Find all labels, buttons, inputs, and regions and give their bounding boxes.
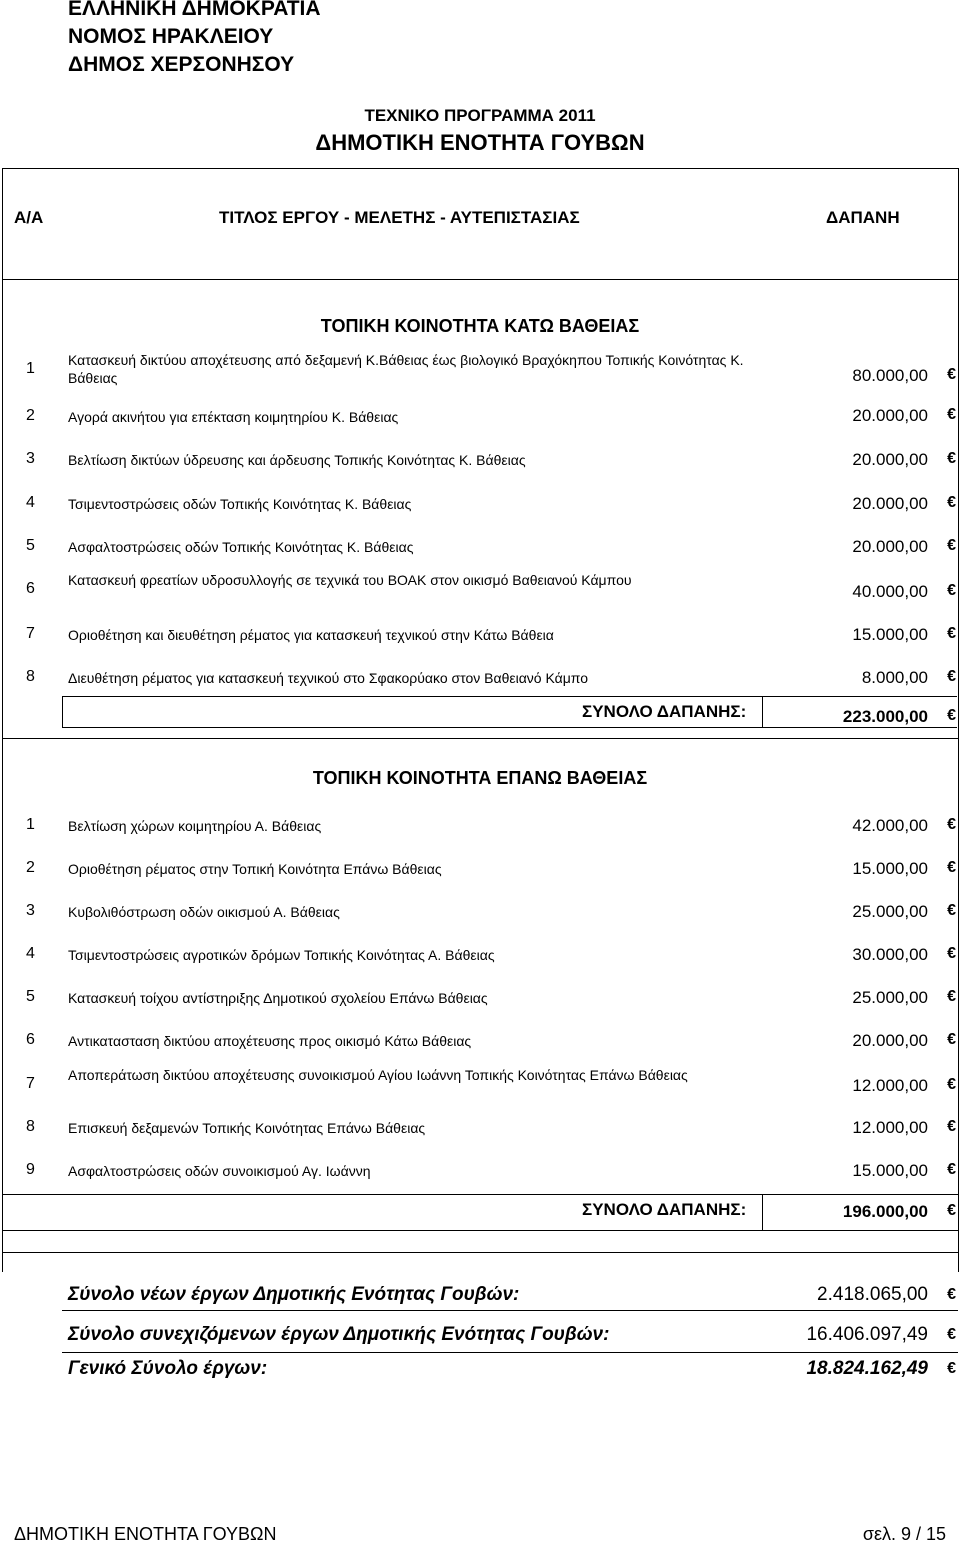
row-description: Οριοθέτηση και διευθέτηση ρέματος για κατασκευή τεχνικού στην Κάτω Βάθεια xyxy=(68,627,554,643)
total-box-bottom xyxy=(2,1230,958,1231)
row-number: 2 xyxy=(26,859,35,876)
euro-icon: € xyxy=(947,494,956,511)
column-cost: ΔΑΠΑΝΗ xyxy=(826,208,900,227)
summary-divider xyxy=(62,1352,958,1353)
row-description: Κατασκευή δικτύου αποχέτευσης από δεξαμενή Κ.Βάθειας έως βιολογικό Βραχόκηπου Τοπικής Κοινότητας Κ. Βάθειας xyxy=(68,352,744,386)
summary-grand-amount: 18.824.162,49 xyxy=(806,1358,928,1379)
row-number: 6 xyxy=(26,580,35,597)
row-description: Κατασκευή φρεατίων υδροσυλλογής σε τεχνικά του ΒΟΑΚ στον οικισμό Βαθειανού Κάμπου xyxy=(68,572,632,588)
row-amount: 8.000,00 xyxy=(861,668,928,687)
euro-icon: € xyxy=(947,1076,956,1093)
row-description: Αγορά ακινήτου για επέκταση κοιμητηρίου Κ. Βάθειας xyxy=(68,409,399,425)
row-number: 3 xyxy=(26,902,35,919)
row-description: Κατασκευή τοίχου αντίστηριξης Δημοτικού σχολείου Επάνω Βάθειας xyxy=(68,990,488,1006)
euro-icon: € xyxy=(947,537,956,554)
section-divider xyxy=(2,738,958,739)
total-box-top xyxy=(62,696,957,697)
row-description: Τσιμεντοστρώσεις οδών Τοπικής Κοινότητας Κ. Βάθειας xyxy=(68,496,412,512)
row-description: Ασφαλτοστρώσεις οδών συνοικισμού Αγ. Ιωάννη xyxy=(68,1163,371,1179)
row-amount: 15.000,00 xyxy=(852,1161,928,1180)
euro-icon: € xyxy=(947,668,956,685)
footer-page-number: σελ. 9 / 15 xyxy=(862,1524,946,1544)
total-amount: 223.000,00 xyxy=(842,707,928,726)
row-number: 6 xyxy=(26,1031,35,1048)
euro-icon: € xyxy=(947,859,956,876)
summary-new-amount: 2.418.065,00 xyxy=(817,1284,928,1305)
table-edge xyxy=(2,1252,3,1272)
euro-icon: € xyxy=(947,1326,956,1343)
euro-icon: € xyxy=(947,945,956,962)
row-amount: 12.000,00 xyxy=(852,1118,928,1137)
row-description: Επισκευή δεξαμενών Τοπικής Κοινότητας Επάνω Βάθειας xyxy=(68,1120,426,1136)
header-municipality: ΔΗΜΟΣ ΧΕΡΣΟΝΗΣΟΥ xyxy=(68,53,295,76)
euro-icon: € xyxy=(947,1360,956,1377)
euro-icon: € xyxy=(947,1031,956,1048)
row-number: 1 xyxy=(26,816,35,833)
euro-icon: € xyxy=(947,1286,956,1303)
total-box-bottom xyxy=(62,727,957,728)
row-amount: 12.000,00 xyxy=(852,1076,928,1095)
total-label: ΣΥΝΟΛΟ ΔΑΠΑΝΗΣ: xyxy=(582,1200,747,1219)
row-number: 8 xyxy=(26,668,35,685)
header-divider xyxy=(2,279,958,280)
total-amount: 196.000,00 xyxy=(842,1202,928,1221)
row-amount: 20.000,00 xyxy=(852,537,928,556)
row-description: Διευθέτηση ρέματος για κατασκευή τεχνικού στο Σφακορύακο στον Βαθειανό Κάμπο xyxy=(68,670,589,686)
euro-icon: € xyxy=(947,816,956,833)
row-amount: 25.000,00 xyxy=(852,902,928,921)
euro-icon: € xyxy=(947,366,956,383)
row-amount: 30.000,00 xyxy=(852,945,928,964)
row-number: 4 xyxy=(26,945,35,962)
row-amount: 20.000,00 xyxy=(852,406,928,425)
total-box-mid xyxy=(762,696,763,728)
program-title: ΤΕΧΝΙΚΟ ΠΡΟΓΡΑΜΜΑ 2011 xyxy=(364,106,596,125)
euro-icon: € xyxy=(947,582,956,599)
total-box-left xyxy=(62,696,63,728)
row-description: Τσιμεντοστρώσεις αγροτικών δρόμων Τοπικής Κοινότητας Α. Βάθειας xyxy=(68,947,495,963)
row-amount: 15.000,00 xyxy=(852,625,928,644)
summary-grand-label: Γενικό Σύνολο έργων: xyxy=(68,1358,268,1379)
row-amount: 40.000,00 xyxy=(852,582,928,601)
column-aa: Α/Α xyxy=(14,208,44,227)
row-description: Αντικατασταση δικτύου αποχέτευσης προς οικισμό Κάτω Βάθειας xyxy=(68,1033,472,1049)
row-amount: 15.000,00 xyxy=(852,859,928,878)
row-description: Ασφαλτοστρώσεις οδών Τοπικής Κοινότητας Κ. Βάθειας xyxy=(68,539,414,555)
row-amount: 20.000,00 xyxy=(852,494,928,513)
row-number: 1 xyxy=(26,360,35,377)
section-title: ΤΟΠΙΚΗ ΚΟΙΝΟΤΗΤΑ ΕΠΑΝΩ ΒΑΘΕΙΑΣ xyxy=(312,768,648,788)
section-title: ΤΟΠΙΚΗ ΚΟΙΝΟΤΗΤΑ ΚΑΤΩ ΒΑΘΕΙΑΣ xyxy=(320,316,640,336)
row-amount: 80.000,00 xyxy=(852,366,928,385)
euro-icon: € xyxy=(947,625,956,642)
row-number: 4 xyxy=(26,494,35,511)
euro-icon: € xyxy=(947,450,956,467)
euro-icon: € xyxy=(947,988,956,1005)
euro-icon: € xyxy=(947,1161,956,1178)
row-amount: 25.000,00 xyxy=(852,988,928,1007)
row-number: 3 xyxy=(26,450,35,467)
row-description: Βελτίωση χώρων κοιμητηρίου Α. Βάθειας xyxy=(68,818,322,834)
row-amount: 42.000,00 xyxy=(852,816,928,835)
row-description: Κυβολιθόστρωση οδών οικισμού Α. Βάθειας xyxy=(68,904,340,920)
euro-icon: € xyxy=(947,1118,956,1135)
row-description: Βελτίωση δικτύων ύδρευσης και άρδευσης Τοπικής Κοινότητας Κ. Βάθειας xyxy=(68,452,526,468)
row-amount: 20.000,00 xyxy=(852,1031,928,1050)
table-bottom xyxy=(2,1252,958,1253)
summary-new-label: Σύνολο νέων έργων Δημοτικής Ενότητας Γουβών: xyxy=(68,1284,520,1305)
euro-icon: € xyxy=(947,707,956,724)
row-number: 5 xyxy=(26,988,35,1005)
header-country: ΕΛΛΗΝΙΚΗ ΔΗΜΟΚΡΑΤΙΑ xyxy=(68,0,321,20)
footer-unit: ΔΗΜΟΤΙΚΗ ΕΝΟΤΗΤΑ ΓΟΥΒΩΝ xyxy=(14,1524,277,1544)
row-amount: 20.000,00 xyxy=(852,450,928,469)
header-prefecture: ΝΟΜΟΣ ΗΡΑΚΛΕΙΟΥ xyxy=(68,25,274,48)
summary-continuing-label: Σύνολο συνεχιζόμενων έργων Δημοτικής Ενότητας Γουβών: xyxy=(68,1324,610,1345)
total-label: ΣΥΝΟΛΟ ΔΑΠΑΝΗΣ: xyxy=(582,702,747,721)
total-box-mid xyxy=(762,1194,763,1231)
euro-icon: € xyxy=(947,1202,956,1219)
row-number: 2 xyxy=(26,407,35,424)
unit-title: ΔΗΜΟΤΙΚΗ ΕΝΟΤΗΤΑ ΓΟΥΒΩΝ xyxy=(315,130,645,155)
euro-icon: € xyxy=(947,406,956,423)
row-description: Αποπεράτωση δικτύου αποχέτευσης συνοικισμού Αγίου Ιωάννη Τοπικής Κοινότητας Επάνω Βάθειας xyxy=(68,1067,688,1083)
row-number: 7 xyxy=(26,625,35,642)
summary-continuing-amount: 16.406.097,49 xyxy=(806,1324,928,1345)
row-description: Οριοθέτηση ρέματος στην Τοπική Κοινότητα Επάνω Βάθειας xyxy=(68,861,442,877)
row-number: 5 xyxy=(26,537,35,554)
row-number: 7 xyxy=(26,1075,35,1092)
column-title: ΤΙΤΛΟΣ ΕΡΓΟΥ - ΜΕΛΕΤΗΣ - ΑΥΤΕΠΙΣΤΑΣΙΑΣ xyxy=(219,208,580,227)
total-box-top xyxy=(2,1194,958,1195)
summary-divider xyxy=(62,1310,958,1311)
row-number: 8 xyxy=(26,1118,35,1135)
row-number: 9 xyxy=(26,1161,35,1178)
euro-icon: € xyxy=(947,902,956,919)
